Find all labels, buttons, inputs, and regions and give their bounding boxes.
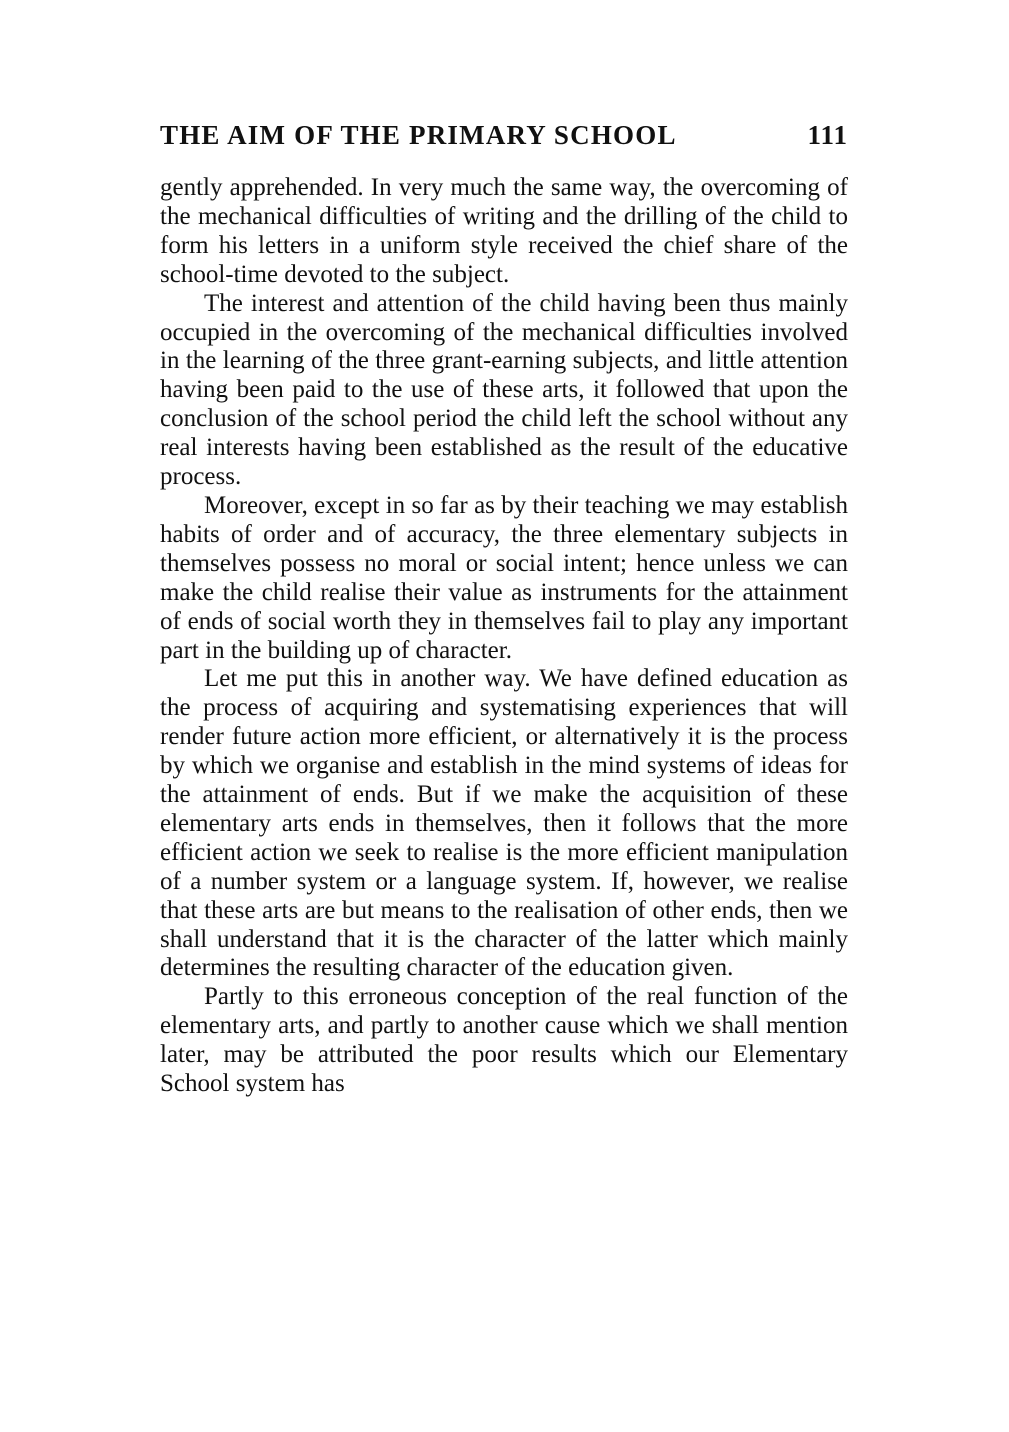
running-head-title: THE AIM OF THE PRIMARY SCHOOL (160, 120, 677, 150)
paragraph: Let me put this in another way. We have defined education as the process of acquiring and systematising experiences that will render future action more efficient, or alternatively it is the process by which we organise and establish in the mind systems of ideas for the attainment of ends. But if we make the acquisition of these elementary arts ends in themselves, then it follows that the more efficient action we seek to realise is the more efficient manipulation of a number system or a language system. If, however, we realise that these arts are but means to the realisation of other ends, then we shall understand that it is the character of the latter which mainly determines the resulting character of the education given. (160, 665, 848, 982)
paragraph: Moreover, except in so far as by their teaching we may establish habits of order and of accuracy, the three elementary subjects in themselves possess no moral or social intent; hence unless we can make the child realise their value as instruments for the attainment of ends of social worth they in themselves fail to play any important part in the building up of character. (160, 491, 848, 664)
body-text (160, 174, 848, 1099)
paragraph-continued: gently apprehended. In very much the same way, the overcoming of the mechanical difficulties of writing and the drilling of the child to form his letters in a uniform style received the chief share of the school-time devoted to the subject. (160, 174, 848, 288)
page-number: 111 (807, 120, 848, 150)
paragraph: Partly to this erroneous conception of the real function of the elementary arts, and partly to another cause which we shall mention later, may be attributed the poor results which our Elementary School system has (160, 983, 848, 1098)
running-head (160, 120, 848, 160)
book-page (160, 120, 848, 1099)
paragraph: The interest and attention of the child having been thus mainly occupied in the overcoming of the mechanical difficulties involved in the learning of the three grant-earning subjects, and little attention having been paid to the use of these arts, it followed that upon the conclusion of the school period the child left the school without any real interests having been established as the result of the educative process. (160, 289, 848, 491)
